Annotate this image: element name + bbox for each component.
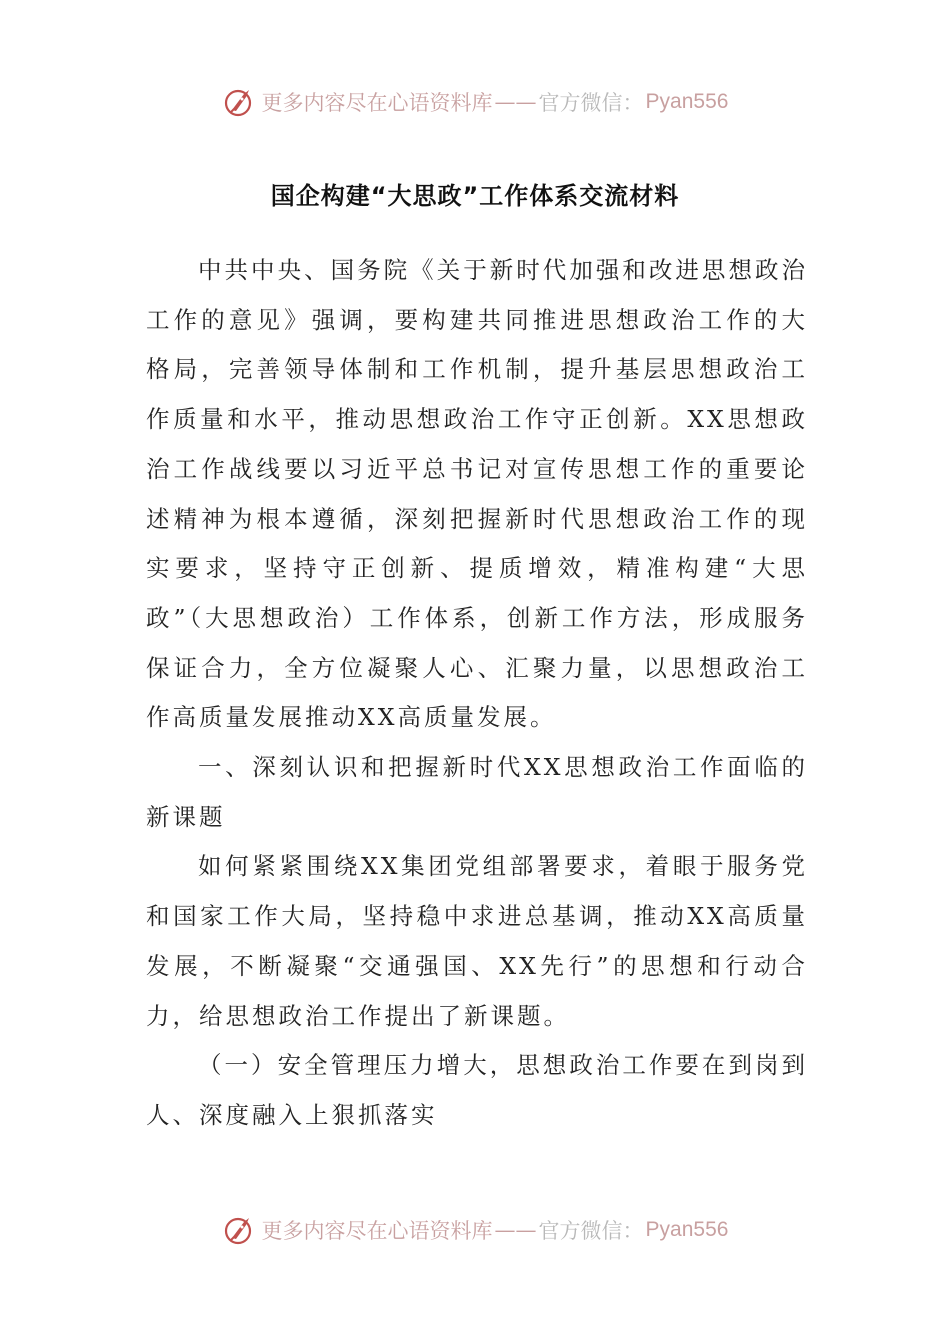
- watermark-wechat-label: 官方微信：: [538, 91, 644, 115]
- watermark-slogan: 更多内容尽在心语资料库: [261, 91, 493, 115]
- pen-nib-logo-icon: [222, 1212, 258, 1248]
- watermark-wechat-label: 官方微信：: [538, 1219, 644, 1243]
- watermark-dash: ——: [494, 1218, 537, 1242]
- subsection-heading-1-1: （一）安全管理压力增大，思想政治工作要在到岗到人、深度融入上狠抓落实: [146, 1051, 808, 1129]
- watermark-slogan: 更多内容尽在心语资料库: [261, 1219, 493, 1243]
- footer-watermark-banner: [0, 1210, 950, 1250]
- body-paragraph-intro: 中共中央、国务院《关于新时代加强和改进思想政治工作的意见》强调，要构建共同推进思想政治工作的大格局，完善领导体制和工作机制，提升基层思想政治工作质量和水平，推动思想政治工作守正创新。XX思想政治工作战线要以习近平总书记对宣传思想工作的重要论述精神为根本遵循，深刻把握新时代思想政治工作的现实要求，坚持守正创新、提质增效，精准构建“大思政”（大思想政治）工作体系，创新工作方法，形成服务保证合力，全方位凝聚人心、汇聚力量，以思想政治工作高质量发展推动XX高质量发展。: [146, 256, 808, 732]
- watermark-wechat-id: Pyan556: [645, 90, 729, 113]
- section-heading-1: 一、深刻认识和把握新时代XX思想政治工作面临的新课题: [146, 753, 808, 831]
- watermark-dash: ——: [494, 90, 537, 114]
- body-paragraph-2: 如何紧紧围绕XX集团党组部署要求，着眼于服务党和国家工作大局，坚持稳中求进总基调，推动XX高质量发展，不断凝聚“交通强国、XX先行”的思想和行动合力，给思想政治工作提出了新课题。: [146, 852, 808, 1030]
- watermark-wechat-id: Pyan556: [645, 1218, 729, 1241]
- document-title: 国企构建“大思政”工作体系交流材料: [270, 182, 680, 210]
- pen-nib-logo-icon: [222, 84, 258, 120]
- document-body: [146, 246, 808, 1141]
- header-watermark-banner: [0, 82, 950, 122]
